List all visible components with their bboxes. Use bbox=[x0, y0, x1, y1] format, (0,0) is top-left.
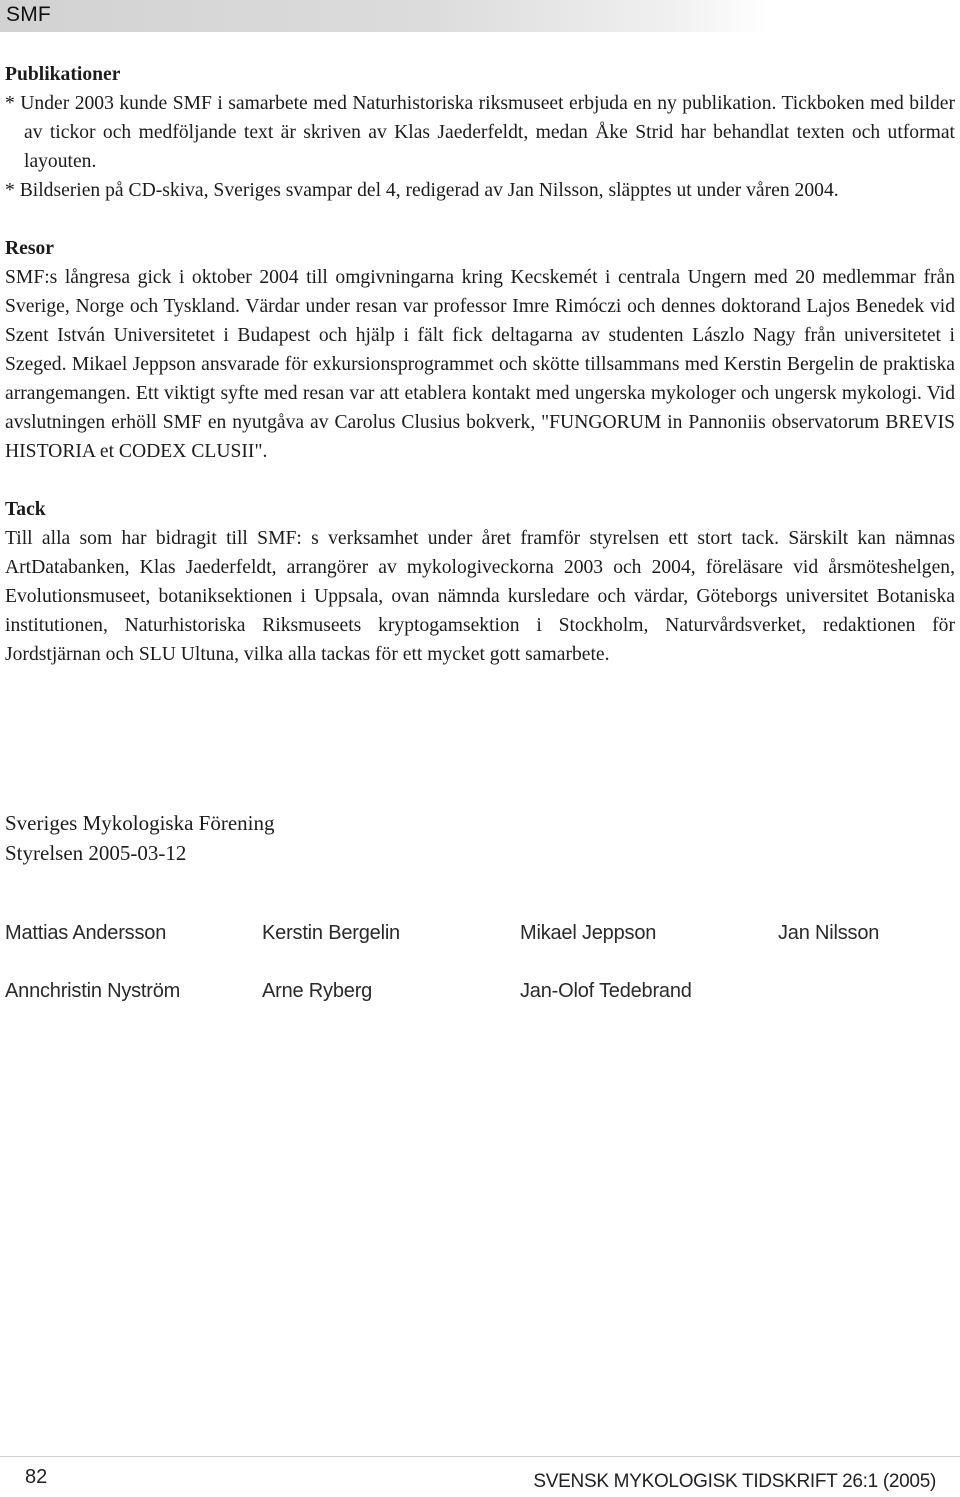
board-member-name: Kerstin Bergelin bbox=[262, 922, 400, 944]
board-member-name: Jan Nilsson bbox=[778, 922, 880, 944]
section-title-resor: Resor bbox=[5, 238, 54, 259]
running-header-bar bbox=[0, 0, 960, 32]
running-header-label: SMF bbox=[6, 3, 51, 26]
signature-organization: Sveriges Mykologiska Förening bbox=[5, 811, 275, 835]
signature-block bbox=[5, 808, 274, 868]
footer-divider bbox=[0, 1456, 960, 1457]
page-number: 82 bbox=[25, 1466, 48, 1488]
journal-citation: SVENSK MYKOLOGISK TIDSKRIFT 26:1 (2005) bbox=[533, 1471, 936, 1492]
board-member-name: Annchristin Nyström bbox=[5, 980, 181, 1002]
section-publikationer bbox=[5, 60, 955, 205]
section-title-tack: Tack bbox=[5, 499, 46, 520]
main-content bbox=[5, 60, 955, 698]
publikation-item-2: * Bildserien på CD-skiva, Sveriges svampar del 4, redigerad av Jan Nilsson, släpptes ut under våren 2004. bbox=[5, 180, 839, 201]
resor-paragraph: SMF:s långresa gick i oktober 2004 till omgivningarna kring Kecskemét i centrala Ungern med 20 medlemmar från Sverige, Norge och Tyskland. Värdar under resan var professor Imre Rimóczi och dennes doktorand Lajos Benedek vid Szent István Universitetet i Budapest och hjälp i fält fick deltagarna av studenten Lászlo Nagy från universitetet i Szeged. Mikael Jeppson ansvarade för exkursionsprogrammet och skötte tillsammans med Kerstin Bergelin de praktiska arrangemangen. Ett viktigt syfte med resan var att etablera kontakt med ungerska mykologer och ungersk mykologi. Vid avslutningen erhöll SMF en nyutgåva av Carolus Clusius bokverk, "FUNGORUM in Pannoniis observatorum BREVIS HISTORIA et CODEX CLUSII". bbox=[5, 267, 955, 462]
section-resor bbox=[5, 234, 955, 466]
publikation-item-1: * Under 2003 kunde SMF i samarbete med Naturhistoriska riksmuseet erbjuda en ny publikation. Tickboken med bilder av tickor och medföljande text är skriven av Klas Jaederfeldt, medan Åke Strid har behandlat texten och utformat layouten. bbox=[5, 93, 955, 172]
board-member-name: Arne Ryberg bbox=[262, 980, 373, 1002]
board-member-name: Jan-Olof Tedebrand bbox=[520, 980, 692, 1002]
section-tack bbox=[5, 495, 955, 669]
board-member-name: Mattias Andersson bbox=[5, 922, 167, 944]
signature-board-date: Styrelsen 2005-03-12 bbox=[5, 841, 187, 865]
board-member-name: Mikael Jeppson bbox=[520, 922, 657, 944]
section-title-publikationer: Publikationer bbox=[5, 64, 121, 85]
tack-paragraph: Till alla som har bidragit till SMF: s verksamhet under året framför styrelsen ett stort tack. Särskilt kan nämnas ArtDatabanken, Klas Jaederfeldt, arrangörer av mykologiveckorna 2003 och 2004, föreläsare vid årsmöteshelgen, Evolutionsmuseet, botaniksektionen i Uppsala, ovan nämnda kursledare och värdar, Göteborgs universitet Botaniska institutionen, Naturhistoriska Riksmuseets kryptogamsektion i Stockholm, Naturvårdsverket, redaktionen för Jordstjärnan och SLU Ultuna, vilka alla tackas för ett mycket gott samarbete. bbox=[5, 528, 955, 665]
